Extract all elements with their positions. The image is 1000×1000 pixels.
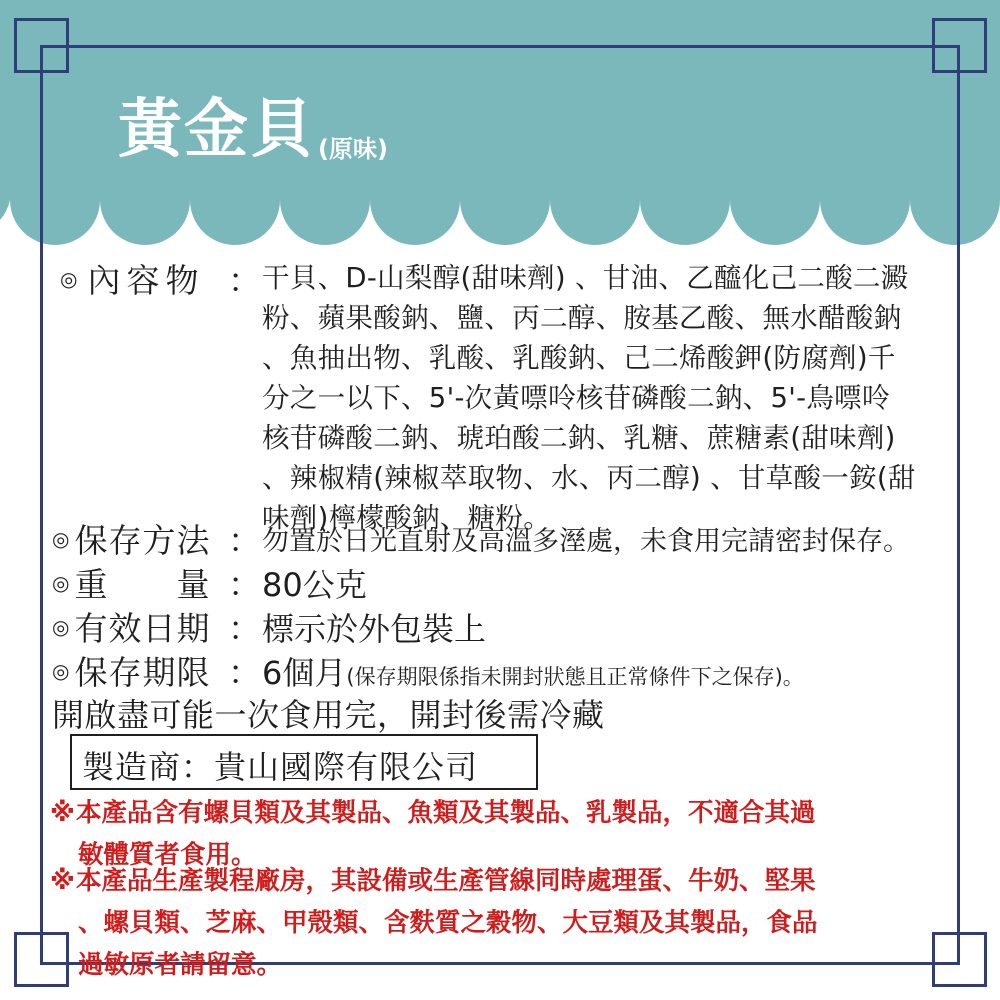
ingredients-line: 分之一以下、5'-次黃嘌呤核苷磷酸二鈉、5'-鳥嘌呤 [262,382,890,414]
bullet-icon: ◎ [52,527,71,551]
expiry-value: 標示於外包裝上 [262,610,487,648]
storage-method-label: ◎ 保存方法 [52,521,211,560]
ingredients-line: 味劑)檸檬酸鈉、糖粉。 [262,502,552,534]
bullet-icon: ◎ [52,571,71,595]
allergen-warning-1: ※本產品含有螺貝類及其製品、魚類及其製品、乳製品，不適合其過 敏體質者食用。 [50,792,950,876]
bullet-icon: ◎ [52,659,71,683]
weight-label: ◎ 重 量 [52,565,211,604]
manufacturer-text: 製造商：貴山國際有限公司 [82,748,479,786]
weight-value: 80公克 [262,566,367,604]
ingredients-text [262,258,952,538]
ingredients-line: 核苷磷酸二鈉、琥珀酸二鈉、乳糖、蔗糖素(甜味劑) [262,422,896,454]
product-flavor: (原味) [318,135,388,163]
shelf-life-label: ◎ 保存期限 [52,653,211,692]
bullet-icon: ◎ [60,267,84,291]
shelf-life-months: 6個月 [262,654,347,692]
ingredients-line: 、魚抽出物、乳酸、乳酸鈉、己二烯酸鉀(防腐劑)千 [262,342,896,374]
bullet-icon: ◎ [52,615,71,639]
allergen-warning-2: ※本產品生產製程廠房，其設備或生產管線同時處理蛋、牛奶、堅果 、螺貝類、芝麻、甲殼類、含麩質之穀物、大豆類及其製品，食品 過敏原者請留意。 [50,860,950,986]
storage-method-colon: ： [228,521,261,560]
shelf-life-note: (保存期限係指未開封狀態且正常條件下之保存)。 [346,665,804,689]
reference-mark-icon: ※ [50,866,75,896]
shelf-life-colon: ： [228,653,261,692]
product-title: 黃金貝 [118,93,316,167]
expiry-label: ◎ 有效日期 [52,609,211,648]
ingredients-line: 、辣椒精(辣椒萃取物、水、丙二醇) 、甘草酸一銨(甜 [262,462,916,494]
shelf-life-value [262,648,804,694]
ingredients-line: 干貝、D-山梨醇(甜味劑) 、甘油、乙醯化己二酸二澱 [262,262,909,294]
storage-method-value: 勿置於日光直射及高溫多溼處，未食用完請密封保存。 [262,526,910,557]
expiry-colon: ： [228,609,261,648]
ingredients-line: 粉、蘋果酸鈉、鹽、丙二醇、胺基乙酸、無水醋酸鈉 [262,302,902,334]
reference-mark-icon: ※ [50,798,75,828]
ingredients-label: ◎ 內容物 [60,261,205,300]
open-notice: 開啟盡可能一次食用完，開封後需冷藏 [52,696,605,734]
ingredients-colon: ： [228,261,261,300]
weight-colon: ： [228,565,261,604]
